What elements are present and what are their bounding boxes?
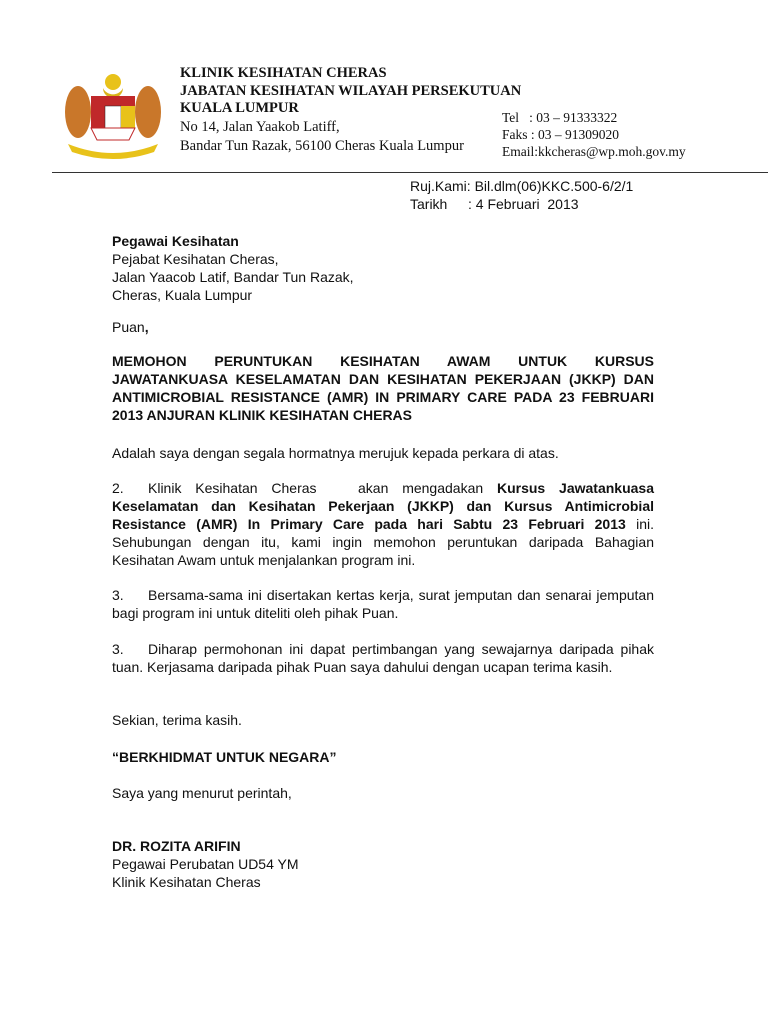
coat-of-arms-logo	[58, 70, 168, 160]
paragraph-2	[112, 479, 654, 569]
signatory-office: Klinik Kesihatan Cheras	[112, 874, 261, 890]
paragraph-4	[112, 640, 654, 676]
closing: Sekian, terima kasih.	[112, 712, 242, 728]
letterhead	[180, 65, 521, 156]
date-line	[410, 196, 633, 214]
p2-text-end: ini. Sehubungan dengan itu, kami ingin memohon peruntukan daripada Bahagian Kesihatan Awam untuk menjalankan program ini.	[112, 516, 654, 568]
sign-off: Saya yang menurut perintah,	[112, 785, 292, 801]
salutation-comma: ,	[144, 319, 149, 335]
subject: MEMOHON PERUNTUKAN KESIHATAN AWAM UNTUK KURSUS JAWATANKUASA KESELAMATAN DAN KESIHATAN PEKERJAAN (JKKP) DAN ANTIMICROBIAL RESISTANCE (AMR) IN PRIMARY CARE PADA 23 FEBRUARI 2013 ANJURAN KLINIK KESIHATAN CHERAS	[112, 353, 654, 423]
signatory-name: DR. ROZITA ARIFIN	[112, 838, 241, 854]
reference-block	[410, 178, 633, 213]
p2-text: Klinik Kesihatan Cheras akan mengadakan	[148, 480, 497, 496]
recipient-title: Pegawai Kesihatan	[112, 233, 239, 249]
p2-bold-text: Kursus Jawatankuasa Keselamatan dan Kesihatan Pekerjaan (JKKP) dan Kursus Antimicrobial Resistance (AMR) In Primary Care pada hari Sabtu 23 Februari 2013	[112, 480, 654, 532]
org-name: KLINIK KESIHATAN CHERAS	[180, 65, 387, 81]
address-line: Bandar Tun Razak, 56100 Cheras Kuala Lumpur	[180, 138, 464, 154]
signatory-position: Pegawai Perubatan UD54 YM	[112, 856, 299, 872]
address-line: No 14, Jalan Yaakob Latiff,	[180, 118, 340, 135]
paragraph-number: 2.	[112, 480, 124, 496]
reference-number: Ruj.Kami: Bil.dlm(06)KKC.500-6/2/1	[410, 178, 634, 194]
signatory-block	[112, 837, 654, 891]
tel: Tel : 03 – 91333322	[502, 110, 618, 125]
p3-text: Bersama-sama ini disertakan kertas kerja, surat jemputan dan senarai jemputan bagi program ini untuk diteliti oleh pihak Puan.	[112, 587, 654, 621]
email: Email:kkcheras@wp.moh.gov.my	[502, 144, 686, 159]
p4-text: Diharap permohonan ini dapat pertimbangan yang sewajarnya daripada pihak tuan. Kerjasama daripada pihak Puan saya dahului dengan ucapan terima kasih.	[112, 641, 654, 675]
date-label: Tarikh	[410, 195, 448, 212]
paragraph-number: 3.	[112, 587, 124, 603]
paragraph-number: 3.	[112, 641, 124, 657]
contact-info	[502, 109, 686, 160]
salutation	[112, 318, 654, 336]
org-department: JABATAN KESIHATAN WILAYAH PERSEKUTUAN	[180, 82, 522, 99]
recipient-line: Jalan Yaacob Latif, Bandar Tun Razak,	[112, 269, 354, 285]
salutation-text: Puan	[112, 319, 145, 335]
paragraph-3	[112, 586, 654, 622]
fax: Faks : 03 – 91309020	[502, 127, 620, 142]
recipient-line: Cheras, Kuala Lumpur	[112, 287, 253, 303]
org-city: KUALA LUMPUR	[180, 100, 299, 116]
intro-paragraph: Adalah saya dengan segala hormatnya merujuk kepada perkara di atas.	[112, 445, 559, 461]
recipient-block	[112, 232, 654, 304]
recipient-line: Pejabat Kesihatan Cheras,	[112, 251, 279, 267]
date-value: : 4 Februari 2013	[468, 195, 579, 212]
motto: “BERKHIDMAT UNTUK NEGARA”	[112, 749, 337, 765]
header-divider	[52, 172, 768, 173]
